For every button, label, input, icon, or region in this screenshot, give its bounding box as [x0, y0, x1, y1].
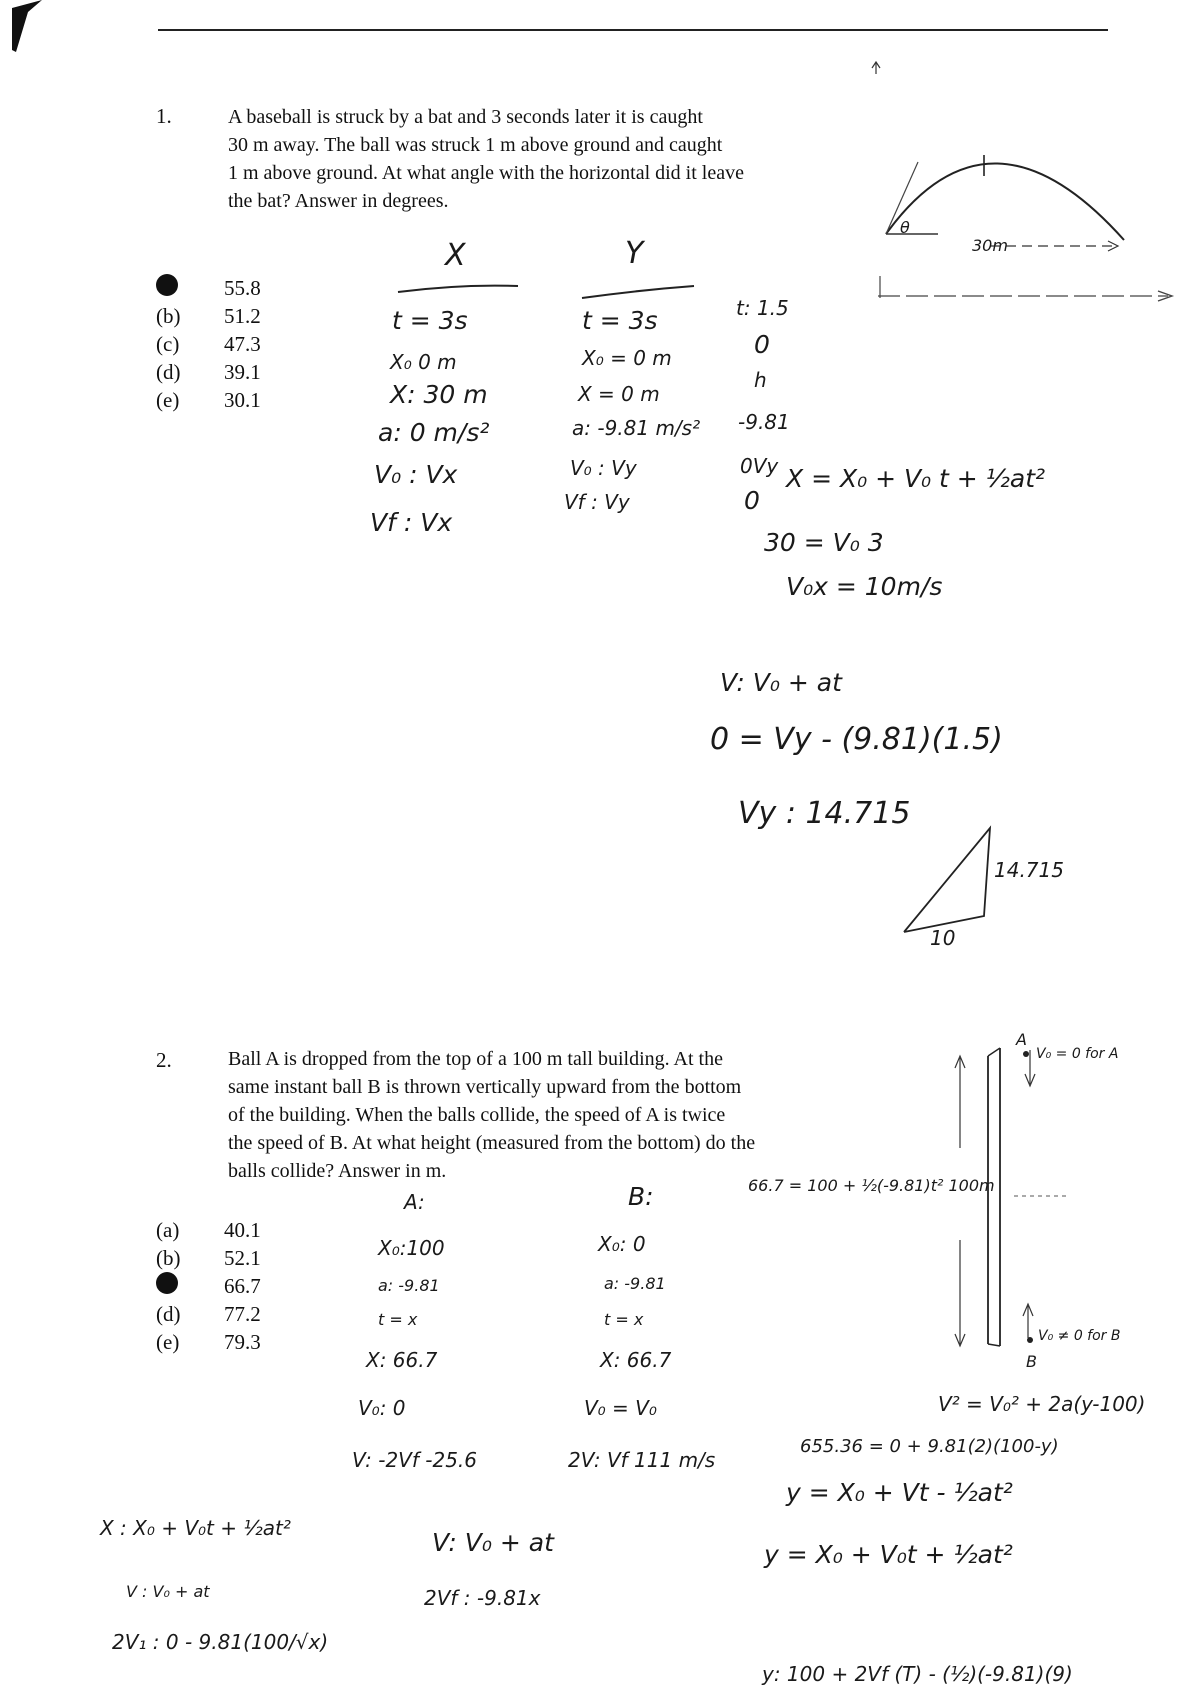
q2-choice-value: 77.2	[224, 1301, 261, 1326]
q2-eq-y3: y: 100 + 2Vf (T) - (½)(-9.81)(9)	[762, 1662, 1073, 1686]
q1-x-line: Vf : Vx	[370, 508, 453, 537]
choice-letter: (e)	[156, 387, 180, 412]
choice-letter: (d)	[156, 1301, 181, 1326]
q2-a-line: a: -9.81	[378, 1276, 440, 1295]
q1-choice-value: 55.8	[224, 275, 261, 300]
q2-prompt-line: balls collide? Answer in m.	[228, 1160, 447, 1182]
q1-eq-velocity: V: V₀ + at	[720, 668, 842, 697]
q2-choice-value: 52.1	[224, 1245, 261, 1270]
q1-number: 1.	[156, 104, 172, 128]
q2-choice-value: 40.1	[224, 1217, 261, 1242]
q2-mid-eq: V: V₀ + at	[432, 1528, 554, 1557]
q1-x-line: t = 3s	[392, 306, 468, 335]
q2-b-line: 2V: Vf 111 m/s	[568, 1448, 716, 1472]
q1-triangle-vertical: 14.715	[994, 858, 1064, 882]
q2-eq-y2: y = X₀ + V₀t + ½at²	[764, 1540, 1013, 1569]
q2-a-line: t = x	[378, 1310, 418, 1329]
q1-y-line: X₀ = 0 m	[582, 346, 672, 370]
q1-y-line: V₀ : Vy	[570, 456, 637, 480]
choice-letter: (d)	[156, 359, 181, 384]
q2-a-line: X: 66.7	[366, 1348, 438, 1372]
q2-number: 2.	[156, 1048, 172, 1072]
choice-letter: (c)	[156, 331, 180, 356]
q1-prompt-line: the bat? Answer in degrees.	[228, 190, 449, 212]
q1-y-header: Y	[625, 236, 644, 271]
q1-y-line: a: -9.81 m/s²	[572, 416, 701, 440]
q2-prompt-line: Ball A is dropped from the top of a 100 m tall building. At the	[228, 1048, 723, 1070]
q2-mid-eq: 2Vf : -9.81x	[424, 1586, 541, 1610]
q2-b-header: B:	[628, 1182, 654, 1211]
q2-left-eq: X : X₀ + V₀t + ½at²	[100, 1516, 291, 1540]
q1-y-line: Vf : Vy	[564, 490, 630, 514]
q1-choice-value: 51.2	[224, 303, 261, 328]
choice-letter: (b)	[156, 303, 181, 328]
q1-choice-value: 30.1	[224, 387, 261, 412]
q1-x-line: X₀ 0 m	[390, 350, 457, 374]
q1-eq-vy-result: Vy : 14.715	[738, 796, 911, 831]
q2-a-line: X₀:100	[378, 1236, 445, 1260]
q1-triangle-base: 10	[930, 926, 956, 950]
q2-a-line: V: -2Vf -25.6	[352, 1448, 478, 1472]
q1-eq-vx: V₀x = 10m/s	[786, 572, 943, 601]
q1-x-line: V₀ : Vx	[374, 460, 458, 489]
q2-prompt-line: of the building. When the balls collide, the speed of A is twice	[228, 1104, 726, 1126]
q1-apex-line: 0	[754, 330, 770, 359]
q2-note-b: V₀ ≠ 0 for B	[1038, 1328, 1121, 1344]
q2-prompt-line: same instant ball B is thrown vertically upward from the bottom	[228, 1076, 742, 1098]
q2-left-eq: V : V₀ + at	[126, 1582, 210, 1601]
q1-prompt-line: 30 m away. The ball was struck 1 m above ground and caught	[228, 134, 723, 156]
q1-eq-position: X = X₀ + V₀ t + ½at²	[786, 464, 1046, 493]
q1-prompt-line: A baseball is struck by a bat and 3 seconds later it is caught	[228, 106, 703, 128]
q2-left-eq: 2V₁ : 0 - 9.81(100/√x)	[112, 1630, 329, 1654]
q1-eq-vy: 0 = Vy - (9.81)(1.5)	[710, 722, 1003, 757]
q2-b-line: a: -9.81	[604, 1274, 666, 1293]
q2-eq-substitute: 655.36 = 0 + 9.81(2)(100-y)	[800, 1436, 1059, 1457]
q1-apex-line: 0Vy	[740, 454, 779, 478]
q1-x-header: X	[445, 238, 466, 273]
q2-choice-value: 66.7	[224, 1273, 261, 1298]
q2-eq-v2: V² = V₀² + 2a(y-100)	[938, 1392, 1146, 1416]
q1-x-line: X: 30 m	[390, 380, 488, 409]
q2-a-line: V₀: 0	[358, 1396, 406, 1420]
choice-letter: (e)	[156, 1329, 180, 1354]
q2-eq-y1: y = X₀ + Vt - ½at²	[786, 1478, 1013, 1507]
q1-y-line: X = 0 m	[578, 382, 660, 406]
q2-height-equation: 66.7 = 100 + ½(-9.81)t² 100m	[748, 1176, 995, 1195]
q1-choice-value: 39.1	[224, 359, 261, 384]
q1-prompt-line: 1 m above ground. At what angle with the horizontal did it leave	[228, 162, 744, 184]
choice-letter: (a)	[156, 1217, 180, 1242]
q1-diagram-angle: θ	[900, 218, 910, 237]
q2-b-line: X₀: 0	[598, 1232, 646, 1256]
q2-label-b: B	[1026, 1352, 1037, 1371]
q2-prompt-line: the speed of B. At what height (measured from the bottom) do the	[228, 1132, 756, 1154]
q1-eq-substitute: 30 = V₀ 3	[764, 528, 884, 557]
q2-a-header: A:	[404, 1190, 425, 1214]
q2-label-a: A	[1016, 1030, 1027, 1049]
q1-x-line: a: 0 m/s²	[378, 418, 490, 447]
choice-letter: (b)	[156, 1245, 181, 1270]
q2-choice-value: 79.3	[224, 1329, 261, 1354]
q1-apex-line: 0	[744, 486, 760, 515]
q2-b-line: t = x	[604, 1310, 644, 1329]
q1-diagram-distance: 30m	[972, 236, 1008, 255]
q2-b-line: V₀ = V₀	[584, 1396, 657, 1420]
q1-apex-line: -9.81	[738, 410, 790, 434]
q1-apex-line: h	[754, 368, 767, 392]
q1-y-line: t = 3s	[582, 306, 658, 335]
q2-b-line: X: 66.7	[600, 1348, 672, 1372]
q1-apex-line: t: 1.5	[736, 296, 789, 320]
q1-choice-value: 47.3	[224, 331, 261, 356]
q2-note-a: V₀ = 0 for A	[1036, 1046, 1119, 1062]
